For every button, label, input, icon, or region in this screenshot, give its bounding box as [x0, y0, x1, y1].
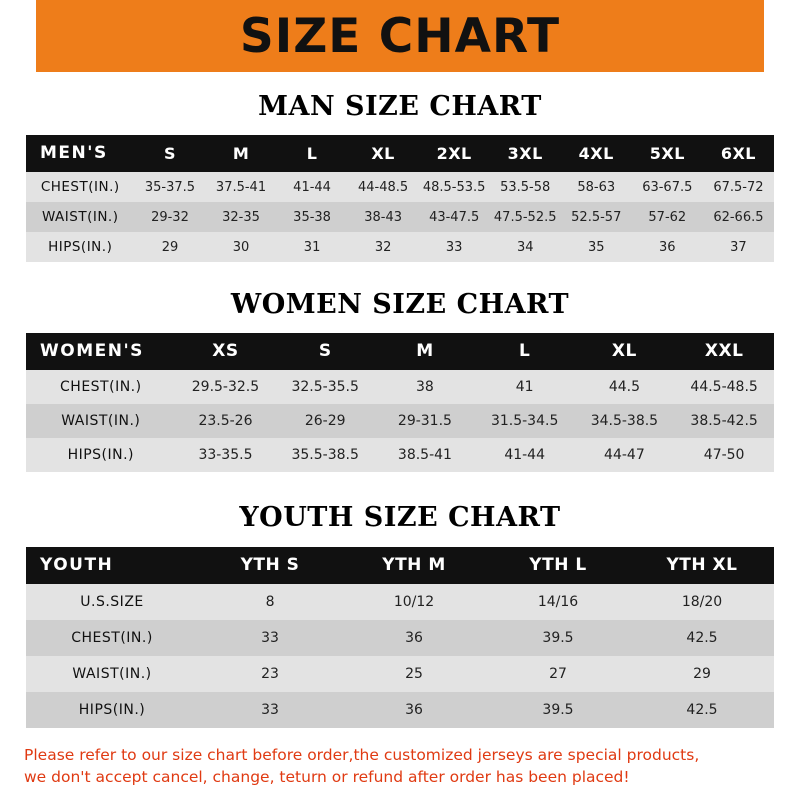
row-label: WAIST(IN.): [41, 209, 119, 225]
row-label: CHEST(IN.): [60, 379, 142, 395]
table-cell: 67.5-72: [713, 179, 764, 195]
women-header-cell: XXL: [704, 341, 744, 361]
table-cell: 29: [693, 666, 711, 682]
table-header-row: [26, 333, 774, 370]
row-label: WAIST(IN.): [61, 413, 141, 429]
men-header-cell: 3XL: [507, 143, 543, 163]
table-cell: 38.5-41: [397, 447, 452, 463]
women-header-cell: L: [518, 341, 531, 361]
table-row: [26, 232, 774, 262]
table-cell: 44.5-48.5: [690, 379, 758, 395]
men-section-title: MAN SIZE CHART: [258, 91, 542, 122]
table-cell: 38-43: [364, 209, 402, 225]
table-cell: 29: [161, 239, 179, 255]
banner-left-notch: [0, 0, 36, 72]
table-cell: 32-35: [222, 209, 260, 225]
table-cell: 35-37.5: [144, 179, 196, 195]
table-cell: 35-38: [293, 209, 331, 225]
table-cell: 29-31.5: [397, 413, 452, 429]
table-cell: 23: [261, 666, 279, 682]
men-header-cell: 5XL: [649, 143, 685, 163]
women-section-title: WOMEN SIZE CHART: [230, 289, 570, 320]
table-cell: 34: [516, 239, 534, 255]
table-cell: 26-29: [304, 413, 346, 429]
table-cell: 38.5-42.5: [690, 413, 758, 429]
youth-table-wrap: [0, 547, 800, 728]
table-row: [26, 692, 774, 728]
table-cell: 41: [515, 379, 534, 395]
table-cell: 35.5-38.5: [291, 447, 359, 463]
youth-header-label: YOUTH: [40, 555, 114, 575]
table-cell: 29-32: [151, 209, 189, 225]
table-row: [26, 656, 774, 692]
men-table-wrap: [0, 135, 800, 262]
youth-header-cell: YTH L: [529, 555, 587, 575]
youth-header-cell: YTH M: [382, 555, 446, 575]
table-cell: 48.5-53.5: [422, 179, 486, 195]
men-header-cell: S: [163, 143, 176, 163]
table-cell: 36: [659, 239, 676, 255]
men-header-cell: M: [232, 143, 250, 163]
women-table-wrap: [0, 333, 800, 472]
women-size-table: [26, 333, 774, 472]
table-cell: 27: [549, 666, 567, 682]
policy-note-line-1: Please refer to our size chart before order,the customized jerseys are special products,: [24, 746, 700, 764]
table-cell: 37.5-41: [215, 179, 267, 195]
youth-header-cell: YTH S: [240, 555, 300, 575]
table-header-row: [26, 547, 774, 584]
table-cell: 63-67.5: [642, 179, 693, 195]
row-label: U.S.SIZE: [80, 594, 144, 610]
table-cell: 36: [405, 702, 423, 718]
men-header-cell: 4XL: [578, 143, 614, 163]
table-cell: 38: [416, 379, 434, 395]
youth-section-title: YOUTH SIZE CHART: [239, 502, 561, 533]
table-cell: 39.5: [542, 630, 574, 646]
row-label: CHEST(IN.): [40, 179, 120, 195]
policy-note: [0, 744, 800, 789]
table-cell: 44-47: [604, 447, 645, 463]
row-label: WAIST(IN.): [72, 666, 152, 682]
header-banner: [0, 0, 800, 72]
youth-header-cell: YTH XL: [666, 555, 738, 575]
table-cell: 43-47.5: [429, 209, 480, 225]
table-cell: 33: [445, 239, 463, 255]
table-row: [26, 404, 774, 438]
table-cell: 34.5-38.5: [590, 413, 659, 429]
table-cell: 29.5-32.5: [191, 379, 260, 395]
table-cell: 32.5-35.5: [291, 379, 359, 395]
table-cell: 39.5: [542, 702, 574, 718]
men-header-cell: L: [306, 143, 318, 163]
table-cell: 36: [405, 630, 423, 646]
table-row: [26, 172, 774, 202]
table-cell: 57-62: [648, 209, 687, 225]
table-cell: 42.5: [686, 630, 718, 646]
table-row: [26, 202, 774, 232]
table-cell: 41-44: [504, 447, 545, 463]
table-cell: 33-35.5: [198, 447, 253, 463]
table-cell: 30: [232, 239, 250, 255]
table-cell: 33: [261, 630, 279, 646]
table-cell: 44-48.5: [358, 179, 409, 195]
table-cell: 37: [730, 239, 747, 255]
women-header-cell: XS: [212, 341, 239, 361]
table-row: [26, 370, 774, 404]
table-cell: 52.5-57: [571, 209, 622, 225]
table-cell: 53.5-58: [500, 179, 551, 195]
row-label: HIPS(IN.): [78, 702, 146, 718]
table-header-row: [26, 135, 774, 172]
women-header-cell: S: [318, 341, 332, 361]
women-header-label: WOMEN'S: [40, 341, 144, 361]
table-cell: 8: [265, 594, 275, 610]
men-header-cell: 2XL: [436, 143, 472, 163]
table-cell: 10/12: [393, 594, 435, 610]
table-row: [26, 438, 774, 472]
table-cell: 47-50: [703, 447, 745, 463]
youth-size-table: [26, 547, 774, 728]
table-cell: 58-63: [577, 179, 616, 195]
table-cell: 62-66.5: [713, 209, 764, 225]
table-cell: 25: [405, 666, 423, 682]
table-cell: 41-44: [293, 179, 331, 195]
table-row: [26, 620, 774, 656]
table-cell: 31.5-34.5: [490, 413, 559, 429]
table-cell: 33: [261, 702, 279, 718]
row-label: HIPS(IN.): [48, 239, 113, 255]
women-header-cell: XL: [611, 341, 637, 361]
men-size-table: [26, 135, 774, 262]
table-cell: 42.5: [686, 702, 718, 718]
men-header-label: MEN'S: [40, 143, 108, 163]
policy-note-line-2: we don't accept cancel, change, teturn or refund after order has been placed!: [24, 768, 630, 787]
table-cell: 23.5-26: [198, 413, 253, 429]
women-header-cell: M: [416, 341, 434, 361]
table-cell: 44.5: [608, 379, 640, 395]
table-cell: 31: [303, 239, 321, 255]
table-cell: 18/20: [681, 594, 723, 610]
row-label: CHEST(IN.): [71, 630, 153, 646]
table-row: [26, 584, 774, 620]
table-cell: 35: [587, 239, 605, 255]
men-header-cell: XL: [371, 143, 395, 163]
table-cell: 47.5-52.5: [493, 209, 557, 225]
table-cell: 14/16: [537, 594, 579, 610]
page-title: SIZE CHART: [239, 8, 561, 64]
row-label: HIPS(IN.): [67, 447, 135, 463]
men-header-cell: 6XL: [720, 143, 756, 163]
table-cell: 32: [374, 239, 392, 255]
banner-right-notch: [764, 0, 800, 72]
